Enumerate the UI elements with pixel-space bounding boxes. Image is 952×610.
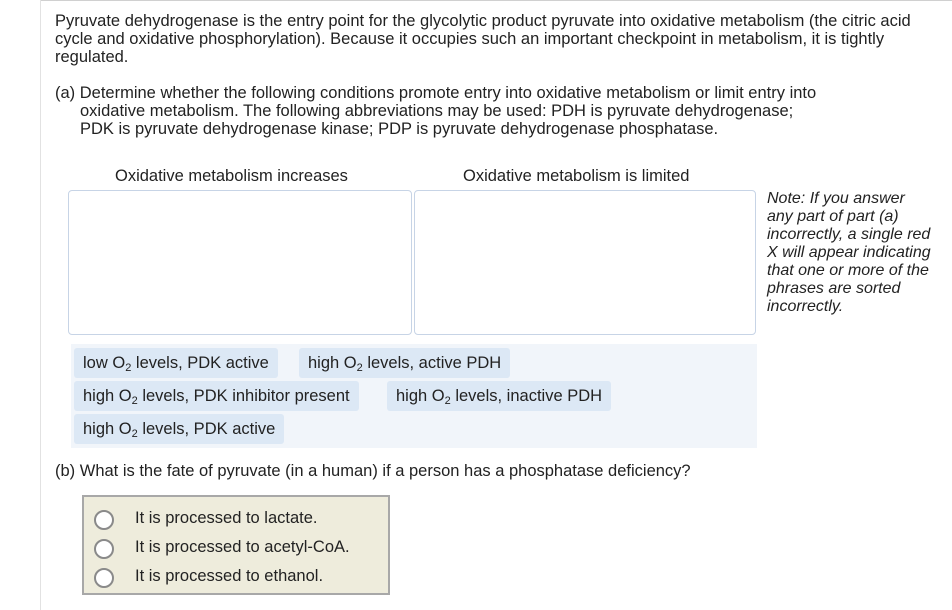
choice-label: It is processed to acetyl-CoA.: [135, 538, 350, 556]
radio-button[interactable]: [94, 510, 114, 530]
radio-button[interactable]: [94, 539, 114, 559]
bin-header-increases: Oxidative metabolism increases: [115, 167, 348, 185]
part-a-line-3: PDK is pyruvate dehydrogenase kinase; PDP is pyruvate dehydrogenase phosphatase.: [80, 120, 719, 138]
radio-button[interactable]: [94, 568, 114, 588]
choice-ethanol[interactable]: [84, 566, 388, 590]
chip-low-o2-pdk-active[interactable]: low $O_2$ levels, PDK active: [74, 348, 278, 378]
chip-high-o2-active-pdh[interactable]: high $O_2$ levels, active PDH: [299, 348, 510, 378]
chip-high-o2-pdk-active[interactable]: high $O_2$ levels, PDK active: [74, 414, 284, 444]
sorting-note: Note: If you answer any part of part (a) incorrectly, a single red X will appear indicating that one or more of the phrases are sorted incorrectly.: [767, 190, 931, 315]
chip-high-o2-pdk-inhibitor[interactable]: high $O_2$ levels, PDK inhibitor present: [74, 381, 359, 411]
part-a-question: [55, 84, 915, 138]
frame-top-border: [40, 0, 952, 1]
choice-label: It is processed to lactate.: [135, 509, 318, 527]
frame-left-border: [40, 0, 41, 610]
choice-label: It is processed to ethanol.: [135, 567, 324, 585]
part-a-line-2: oxidative metabolism. The following abbreviations may be used: PDH is pyruvate dehydrogenase;: [80, 102, 794, 120]
part-b-question: (b) What is the fate of pyruvate (in a human) if a person has a phosphatase deficiency?: [55, 462, 691, 480]
choice-lactate[interactable]: [84, 508, 388, 532]
chip-high-o2-inactive-pdh[interactable]: high $O_2$ levels, inactive PDH: [387, 381, 611, 411]
bin-header-limited: Oxidative metabolism is limited: [463, 167, 690, 185]
intro-text: Pyruvate dehydrogenase is the entry point for the glycolytic product pyruvate into oxidative metabolism (the citric acid cycle and oxidative phosphorylation). Because it occupies such an important checkpoint in metabolism, it is tightly regulated.: [55, 12, 911, 66]
part-a-line-1: (a) Determine whether the following conditions promote entry into oxidative metabolism or limit entry into: [55, 84, 817, 102]
answer-choices: [82, 495, 390, 595]
choice-acetyl-coa[interactable]: [84, 537, 388, 561]
drop-zone-increases[interactable]: [68, 190, 412, 335]
drop-zone-limited[interactable]: [414, 190, 756, 335]
